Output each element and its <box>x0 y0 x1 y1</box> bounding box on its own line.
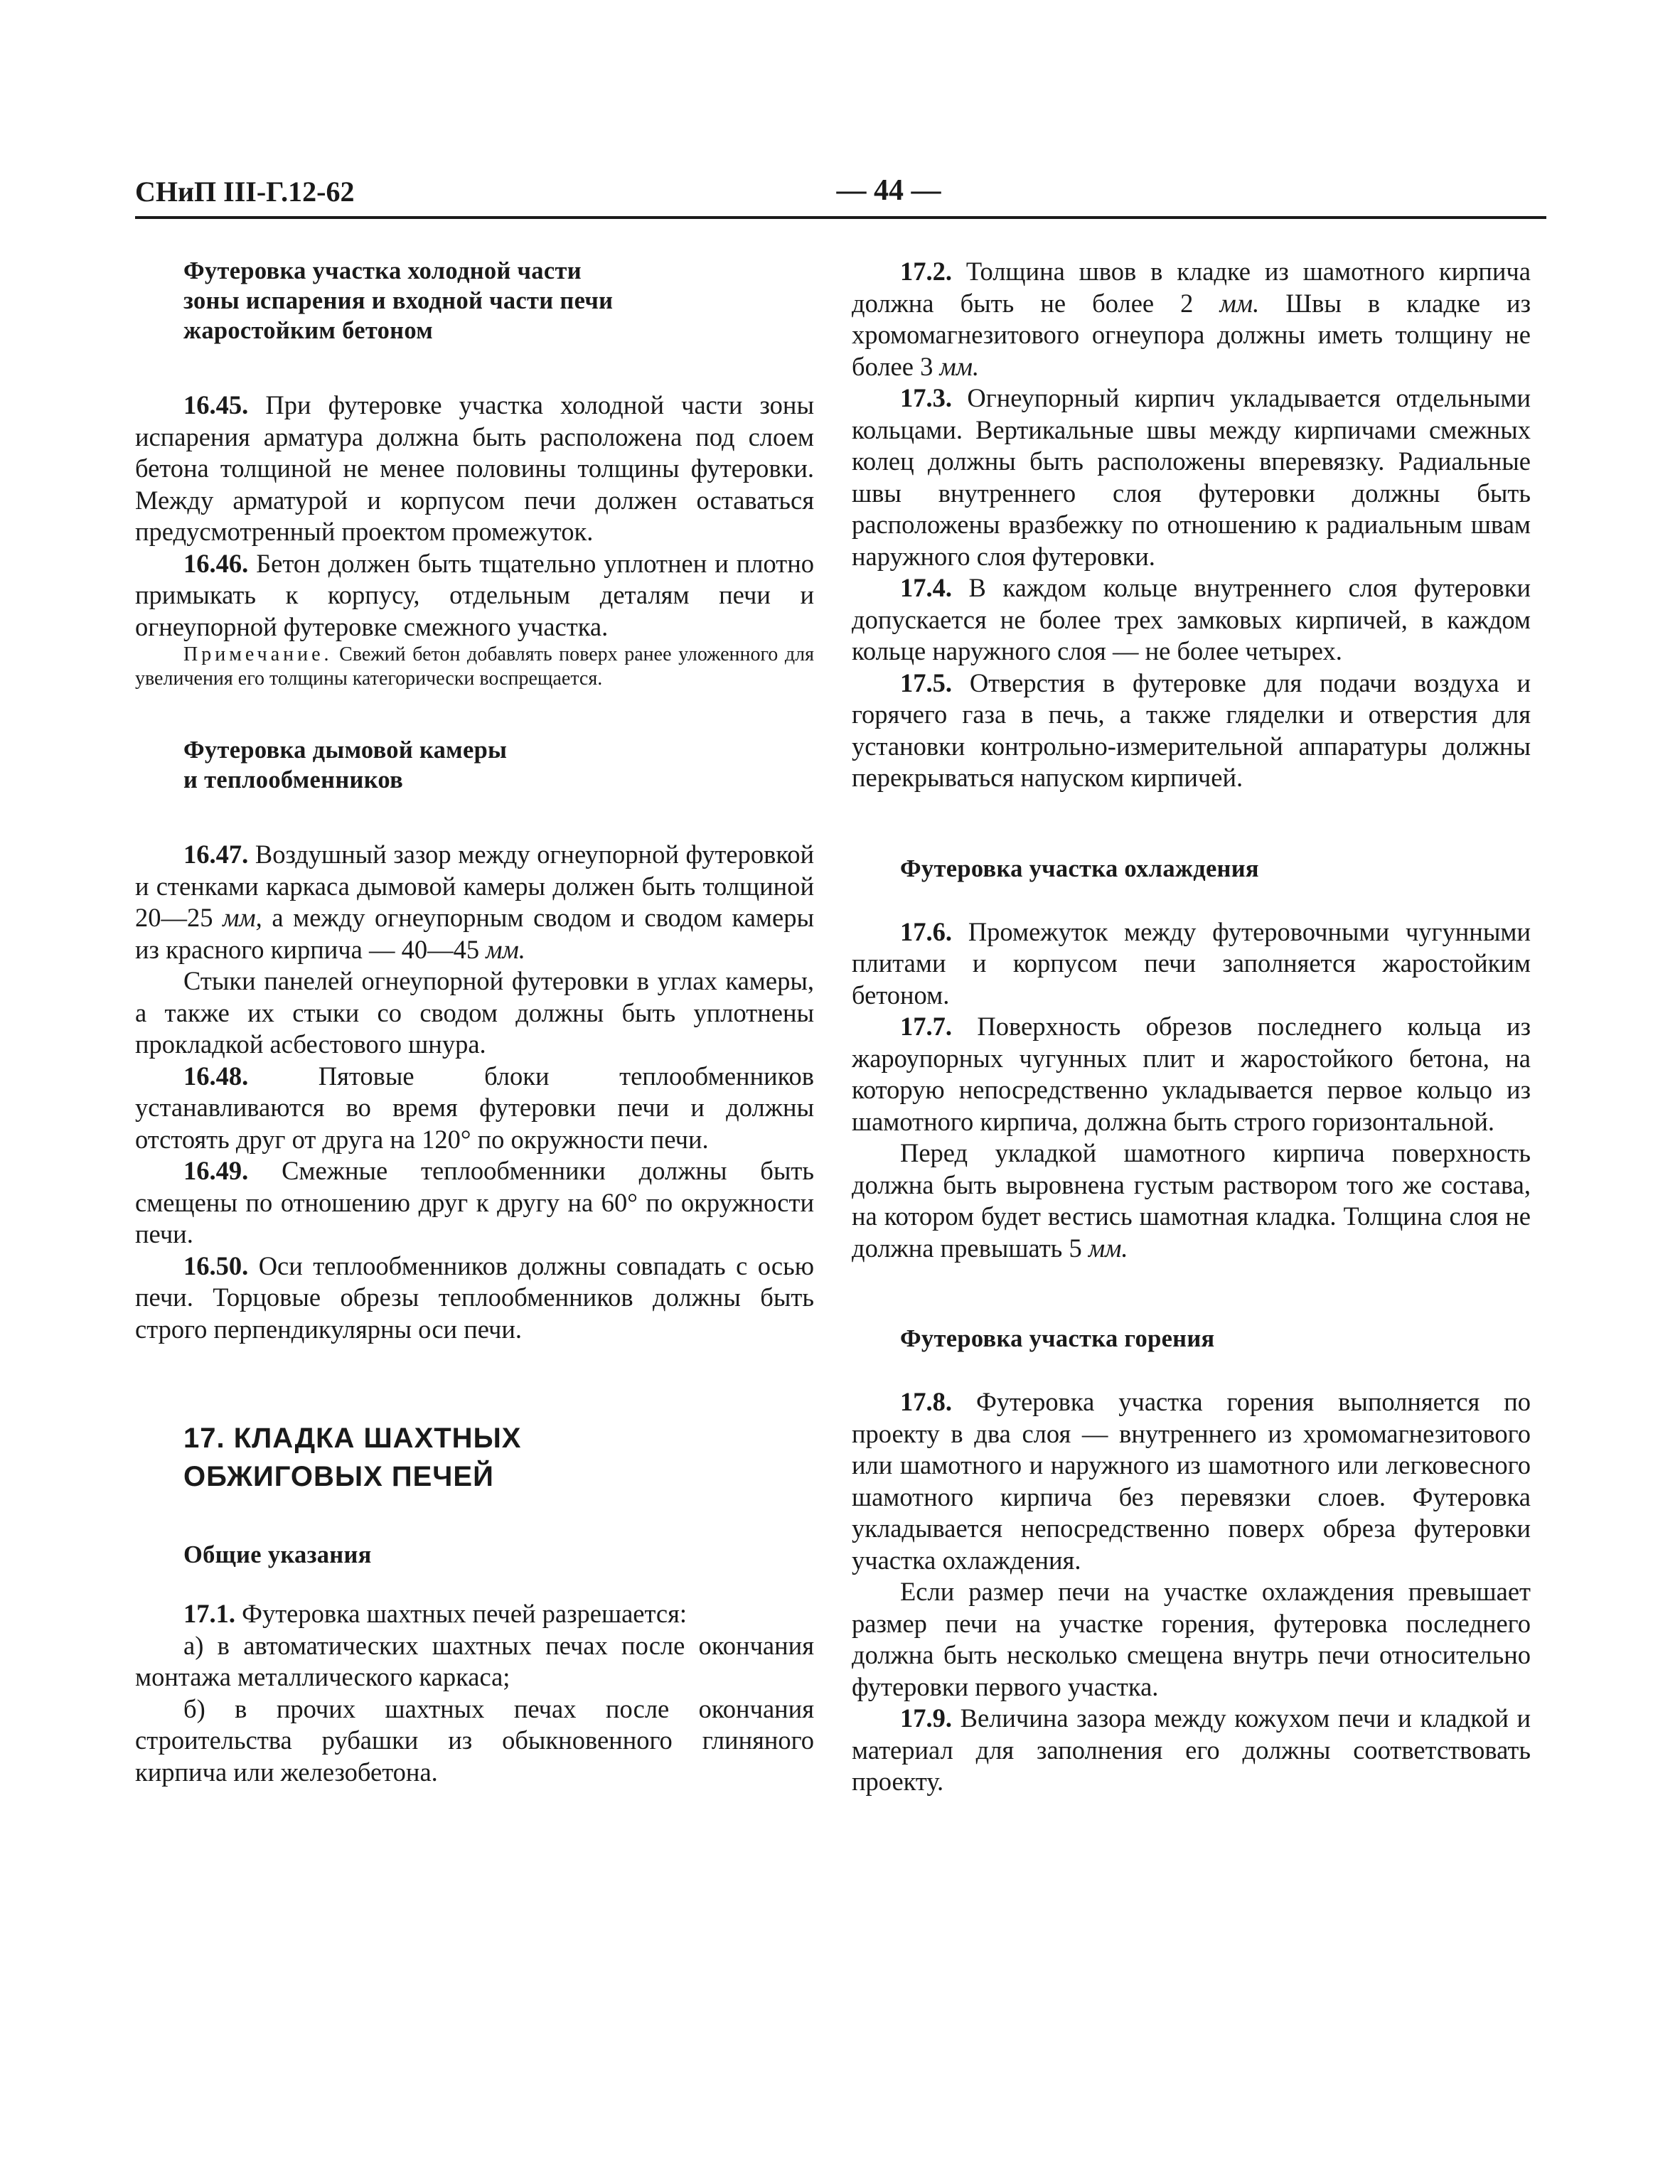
clause-number: 16.47. <box>183 840 249 869</box>
list-item-b: б) в прочих шахтных печах после окончания строительства рубашки из обыкновенного глиняного кирпича или железобетона. <box>135 1693 814 1787</box>
clause-number: 16.50. <box>183 1251 249 1280</box>
unit: мм. <box>1088 1233 1128 1263</box>
clause-number: 16.49. <box>183 1156 249 1185</box>
clause-text: Швы в кладке из хромомагнезитового огнеупора должны иметь толщину не более 3 <box>852 288 1531 381</box>
paragraph-16-45 <box>135 390 814 548</box>
section-heading-general: Общие указания <box>183 1541 372 1568</box>
section-heading-cold-zone <box>135 256 814 346</box>
unit: мм. <box>486 934 525 964</box>
paragraph-16-49 <box>135 1155 814 1251</box>
clause-text: Воздушный зазор между огнеупорной футеровкой и стенками каркаса дымовой камеры должен быть толщиной 20—25 <box>135 840 814 932</box>
clause-text: Промежуток между футеровочными чугунными плитами и корпусом печи заполняется жаростойким бетоном. <box>852 916 1531 1010</box>
chapter-line: ОБЖИГОВЫХ ПЕЧЕЙ <box>183 1461 494 1492</box>
clause-text: Толщина швов в кладке из шамотного кирпича должна быть не более 2 <box>852 257 1531 318</box>
clause-number: 17.7. <box>900 1012 952 1041</box>
unit: мм. <box>939 351 980 381</box>
page-number: — 44 — <box>836 174 941 207</box>
section-heading-burning: Футеровка участка горения <box>900 1325 1215 1352</box>
section-heading-smoke-chamber <box>135 735 814 795</box>
paragraph-17-1 <box>135 1598 814 1630</box>
list-item-a: а) в автоматических шахтных печах после окончания монтажа металлического каркаса; <box>135 1630 814 1691</box>
heading-line: зоны испарения и входной части печи <box>183 287 614 314</box>
section-heading-cooling: Футеровка участка охлаждения <box>900 855 1259 882</box>
clause-text: Футеровка шахтных печей разрешается: <box>235 1599 687 1628</box>
paragraph-16-48 <box>135 1061 814 1156</box>
note <box>135 643 814 691</box>
clause-number: 17.6. <box>900 916 952 946</box>
paragraph-17-7 <box>852 1011 1531 1138</box>
header-rule <box>135 216 1546 219</box>
clause-text: Величина зазора между кожухом печи и кладкой и материал для заполнения его должны соответствовать проекту. <box>852 1703 1531 1796</box>
clause-number: 17.2. <box>900 257 952 286</box>
paragraph-17-8-cont: Если размер печи на участке охлаждения превышает размер печи на участке горения, футеровка последнего должна быть несколько смещена внутрь печи относительно футеровки первого участка. <box>852 1577 1531 1701</box>
unit: мм, <box>223 903 262 932</box>
chapter-line: 17. КЛАДКА ШАХТНЫХ <box>183 1423 522 1454</box>
clause-number: 17.4. <box>900 573 952 602</box>
note-text: Свежий бетон добавлять поверх ранее уложенного для увеличения его толщины категорически воспрещается. <box>135 643 814 690</box>
paragraph-17-6 <box>852 916 1531 1012</box>
clause-text: Футеровка участка горения выполняется по проекту в два слоя — внутреннего из хромомагнезитового или шамотного и наружного из шамотного или легковесного шамотного кирпича без перевязки слоев. Футеровка укладывается непосредственно поверх обреза футеровки участка охлаждения. <box>852 1387 1531 1575</box>
clause-text: Бетон должен быть тщательно уплотнен и плотно примыкать к корпусу, отдельным деталям печи и огнеупорной футеровке смежного участка. <box>135 548 814 641</box>
paragraph-16-50 <box>135 1251 814 1346</box>
document-code: СНиП III-Г.12-62 <box>135 176 355 208</box>
clause-number: 17.8. <box>900 1387 952 1416</box>
heading-line: жаростойким бетоном <box>183 317 434 344</box>
paragraph-17-7-cont <box>852 1138 1531 1264</box>
paragraph-17-3 <box>852 382 1531 572</box>
right-column <box>852 256 1531 1798</box>
clause-text: Пятовые блоки теплообменников устанавливаются во время футеровки печи и должны отстоять друг от друга на 120° по окружности печи. <box>135 1061 814 1154</box>
clause-number: 17.5. <box>900 668 952 697</box>
note-label: Примечание. <box>183 643 333 665</box>
clause-text: Отверстия в футеровке для подачи воздуха и горячего газа в печь, а также гляделки и отверстия для установки контрольно-измерительной аппаратуры должны перекрываться напуском кирпичей. <box>852 668 1531 792</box>
clause-text: При футеровке участка холодной части зоны испарения арматура должна быть расположена под слоем бетона толщиной не менее половины толщины футеровки. Между арматурой и корпусом печи должен оставаться предусмотренный проектом промежуток. <box>135 390 814 546</box>
clause-text: В каждом кольце внутреннего слоя футеровки допускается не более трех замковых кирпичей, в каждом кольце наружного слоя — не более четырех. <box>852 573 1531 665</box>
heading-line: Футеровка дымовой камеры <box>183 737 508 764</box>
clause-text: Перед укладкой шамотного кирпича поверхность должна быть выровнена густым раствором того же состава, на котором будет вестись шамотная кладка. Толщина слоя не должна превышать 5 <box>852 1138 1531 1263</box>
paragraph-16-46 <box>135 548 814 643</box>
paragraph-16-47 <box>135 839 814 965</box>
clause-number: 17.1. <box>183 1599 235 1628</box>
clause-number: 17.3. <box>900 383 952 412</box>
paragraph-17-5 <box>852 668 1531 794</box>
heading-line: Футеровка участка холодной части <box>183 257 582 284</box>
clause-text: Оси теплообменников должны совпадать с осью печи. Торцовые обрезы теплообменников должны быть строго перпендикулярны оси печи. <box>135 1251 814 1344</box>
clause-text: Огнеупорный кирпич укладывается отдельными кольцами. Вертикальные швы между кирпичами смежных колец должны быть расположены вперевязку. Радиальные швы внутреннего слоя футеровки должны быть расположены вразбежку по отношению к радиальным швам наружного слоя футеровки. <box>852 383 1531 571</box>
clause-text: Смежные теплообменники должны быть смещены по отношению друг к другу на 60° по окружности печи. <box>135 1156 814 1248</box>
clause-number: 16.48. <box>183 1061 249 1091</box>
unit: мм. <box>1219 288 1260 318</box>
clause-number: 16.46. <box>183 548 249 578</box>
left-column <box>135 256 814 1788</box>
clause-text: Поверхность обрезов последнего кольца из жароупорных чугунных плит и жаростойкого бетона, на которую непосредственно укладывается первое кольцо из шамотного кирпича, должна быть строго горизонтальной. <box>852 1012 1531 1136</box>
heading-line: и теплообменников <box>183 766 404 793</box>
clause-number: 17.9. <box>900 1703 952 1733</box>
paragraph-17-9 <box>852 1703 1531 1798</box>
clause-number: 16.45. <box>183 390 249 419</box>
clause-text: а между огнеупорным сводом и сводом камеры из красного кирпича — 40—45 <box>135 903 814 964</box>
paragraph-17-4 <box>852 572 1531 668</box>
chapter-title <box>135 1419 814 1496</box>
paragraph-17-8 <box>852 1386 1531 1576</box>
page-header <box>135 171 1546 220</box>
paragraph-17-2 <box>852 256 1531 382</box>
paragraph-16-47-cont: Стыки панелей огнеупорной футеровки в углах камеры, а также их стыки со сводом должны быть уплотнены прокладкой асбестового шнура. <box>135 966 814 1059</box>
